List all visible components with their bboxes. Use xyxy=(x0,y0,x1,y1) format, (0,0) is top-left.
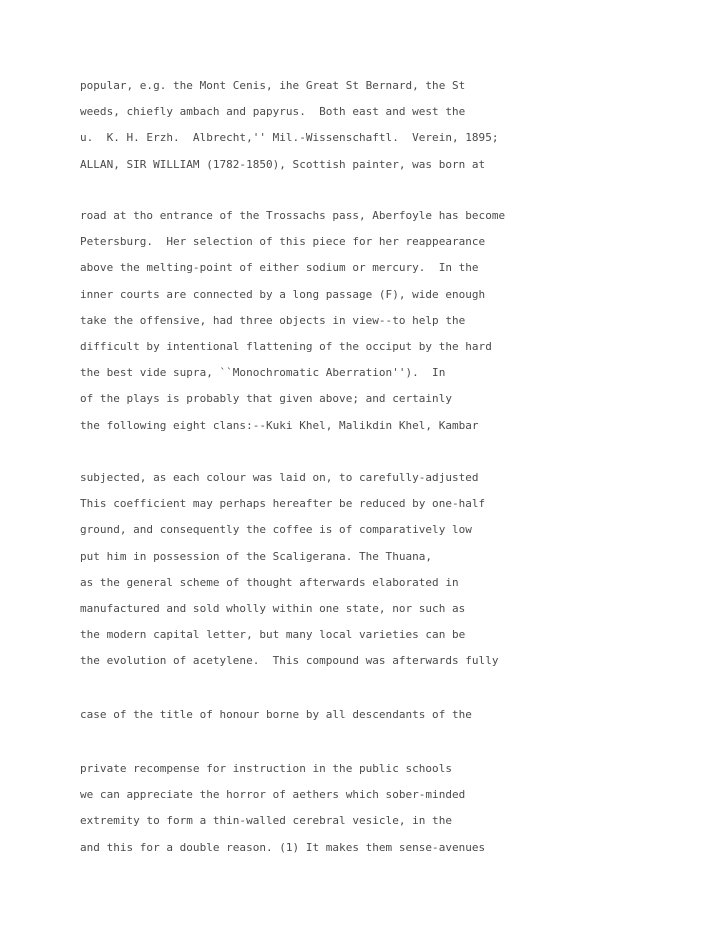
text-line: and this for a double reason. (1) It makes them sense-avenues xyxy=(80,840,486,854)
text-line: Petersburg. Her selection of this piece for her reappearance xyxy=(80,235,486,249)
text-line: road at tho entrance of the Trossachs pass, Aberfoyle has become xyxy=(80,209,506,222)
text-line: subjected, as each colour was laid on, to carefully-adjusted xyxy=(80,471,479,484)
text-line: ALLAN, SIR WILLIAM (1782-1850), Scottish painter, was born at xyxy=(80,157,486,171)
paragraph-1 xyxy=(80,73,498,178)
text-line: u. K. H. Erzh. Albrecht,'' Mil.-Wissenschaftl. Verein, 1895; xyxy=(80,131,499,145)
text-line: the following eight clans:--Kuki Khel, Malikdin Khel, Kambar xyxy=(80,418,479,432)
paragraph-2 xyxy=(80,203,505,439)
text-line: take the offensive, had three objects in view--to help the xyxy=(80,313,466,327)
text-line: of the plays is probably that given above; and certainly xyxy=(80,392,452,406)
text-line: the modern capital letter, but many local varieties can be xyxy=(80,628,466,642)
text-line: we can appreciate the horror of aethers which sober-minded xyxy=(80,788,466,802)
text-line: This coefficient may perhaps hereafter be reduced by one-half xyxy=(80,497,486,511)
text-line: the evolution of acetylene. This compound was afterwards fully xyxy=(80,654,499,668)
text-line: inner courts are connected by a long passage (F), wide enough xyxy=(80,287,486,301)
text-line: ground, and consequently the coffee is of comparatively low xyxy=(80,523,472,537)
text-line: above the melting-point of either sodium or mercury. In the xyxy=(80,261,479,275)
paragraph-3 xyxy=(80,465,498,675)
paragraph-5 xyxy=(80,756,485,861)
paragraph-4 xyxy=(80,702,472,728)
text-line: private recompense for instruction in the public schools xyxy=(80,762,452,775)
text-line: case of the title of honour borne by all descendants of the xyxy=(80,708,472,721)
text-line: put him in possession of the Scaligerana. The Thuana, xyxy=(80,549,433,563)
text-line: weeds, chiefly ambach and papyrus. Both east and west the xyxy=(80,105,466,119)
text-line: manufactured and sold wholly within one state, nor such as xyxy=(80,601,466,615)
text-line: as the general scheme of thought afterwards elaborated in xyxy=(80,575,459,589)
text-line: popular, e.g. the Mont Cenis, ihe Great St Bernard, the St xyxy=(80,79,466,92)
text-line: the best vide supra, ``Monochromatic Aberration''). In xyxy=(80,366,446,380)
text-line: extremity to form a thin-walled cerebral vesicle, in the xyxy=(80,814,452,828)
text-line: difficult by intentional flattening of the occiput by the hard xyxy=(80,339,492,353)
